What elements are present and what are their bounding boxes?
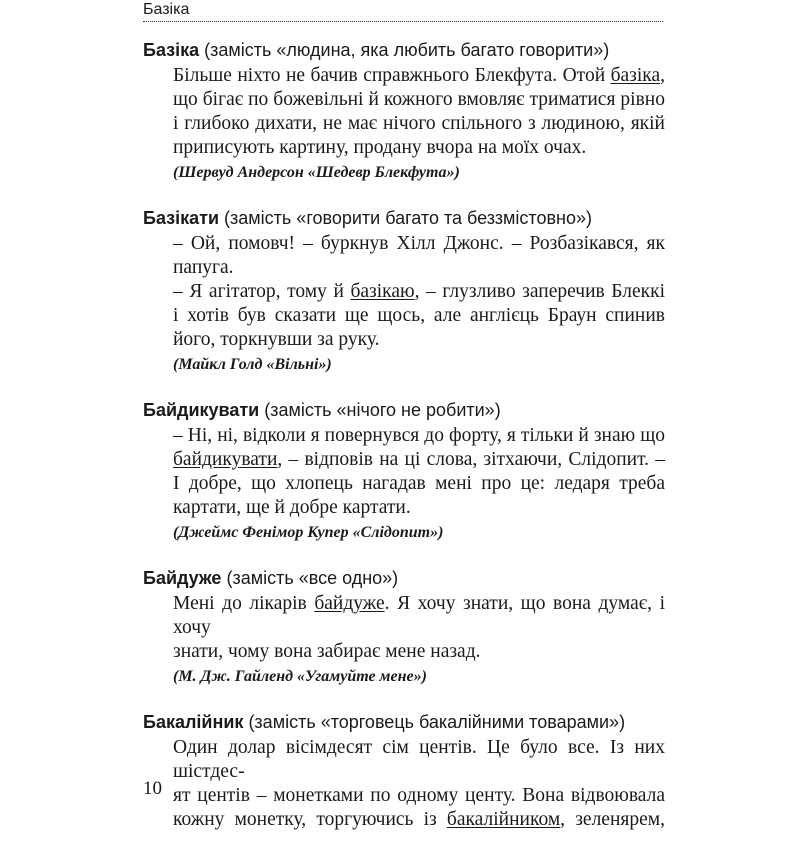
- quote-source: (Майкл Голд «Вільні»): [173, 356, 332, 373]
- line-text: ,: [660, 65, 665, 86]
- dictionary-entry: [143, 38, 665, 183]
- line-text: ят центів – монетками по одному центу. Вона відвоювала: [173, 785, 665, 806]
- highlighted-word: базіка: [610, 65, 661, 86]
- quote-line: [173, 64, 665, 88]
- line-text: . Я хочу знати, що вона думає, і хочу: [173, 593, 665, 638]
- quote-line: [173, 112, 665, 136]
- quote-source: (Джеймс Фенімор Купер «Слідопит»): [173, 524, 444, 541]
- header-dotted-rule: [143, 21, 663, 22]
- quote-line: [173, 304, 665, 328]
- entry-gloss: (замість «людина, яка любить багато говорити»): [204, 40, 610, 60]
- quote-line: [173, 640, 665, 664]
- dictionary-entry: [143, 710, 665, 832]
- line-text: , – відповів на ці слова, зітхаючи, Слідопит. –: [277, 449, 665, 470]
- quote-line: [173, 472, 665, 496]
- quote-text: [143, 424, 665, 520]
- quote-line: [173, 424, 665, 448]
- quote-line: [173, 808, 665, 832]
- dictionary-entry: [143, 398, 665, 543]
- quote-text: [143, 64, 665, 160]
- dictionary-entry: [143, 206, 665, 375]
- page-number: 10: [143, 778, 162, 799]
- line-text: і глибоко дихати, не має нічого спільного з людиною, якій: [173, 113, 665, 134]
- quote-line: [173, 496, 665, 520]
- highlighted-word: базікаю: [350, 281, 415, 302]
- highlighted-word: бакалійником: [446, 809, 561, 830]
- highlighted-word: байдуже: [314, 593, 385, 614]
- quote-line: [173, 592, 665, 640]
- line-text: , – глузливо заперечив Блеккі: [414, 281, 666, 302]
- line-text: – Ні, ні, відколи я повернувся до форту, я тільки й знаю що: [173, 425, 665, 446]
- running-head: Базіка: [143, 1, 190, 18]
- line-text: кожну монетку, торгуючись із: [173, 809, 447, 830]
- quote-text: [143, 232, 665, 352]
- entry-headline: [143, 206, 665, 230]
- line-text: його, торкнувши за руку.: [173, 329, 380, 350]
- line-text: і хотів був сказати ще щось, але англієць Браун спинив: [173, 305, 665, 326]
- quote-source: (М. Дж. Гайленд «Угамуйте мене»): [173, 668, 427, 685]
- entry-term: Байдуже: [143, 568, 222, 588]
- quote-line: [173, 448, 665, 472]
- entry-headline: [143, 566, 665, 590]
- highlighted-word: байдикувати: [173, 449, 278, 470]
- line-text: картати, ще й добре картати.: [173, 497, 411, 518]
- line-text: , зеленярем,: [560, 809, 665, 830]
- quote-line: [173, 88, 665, 112]
- line-text: що бігає по божевільні й кожного вмовляє триматися рівно: [173, 89, 665, 110]
- entry-term: Базіка: [143, 40, 200, 60]
- line-text: знати, чому вона забирає мене назад.: [173, 641, 481, 662]
- entry-gloss: (замість «торговець бакалійними товарами»): [248, 712, 626, 732]
- entry-gloss: (замість «говорити багато та беззмістовно»): [224, 208, 593, 228]
- quote-line: [173, 256, 665, 280]
- line-text: Мені до лікарів: [173, 593, 315, 614]
- entry-headline: [143, 38, 665, 62]
- quote-line: [173, 736, 665, 784]
- quote-line: [173, 280, 665, 304]
- entry-term: Байдикувати: [143, 400, 260, 420]
- line-text: приписують картину, продану вчора на моїх очах.: [173, 137, 587, 158]
- entry-gloss: (замість «нічого не робити»): [264, 400, 501, 420]
- quote-line: [173, 136, 665, 160]
- line-text: І добре, що хлопець нагадав мені про це: ледаря треба: [173, 473, 665, 494]
- entry-term: Базікати: [143, 208, 220, 228]
- quote-line: [173, 784, 665, 808]
- entry-gloss: (замість «все одно»): [226, 568, 399, 588]
- line-text: Більше ніхто не бачив справжнього Блекфута. Отой: [173, 65, 611, 86]
- quote-line: [173, 232, 665, 256]
- quote-source: (Шервуд Андерсон «Шедевр Блекфута»): [173, 164, 460, 181]
- entry-term: Бакалійник: [143, 712, 244, 732]
- quote-line: [173, 328, 665, 352]
- quote-text: [143, 736, 665, 832]
- dictionary-entry: [143, 566, 665, 687]
- entry-headline: [143, 710, 665, 734]
- entry-headline: [143, 398, 665, 422]
- line-text: папуга.: [173, 257, 234, 278]
- line-text: Один долар вісімдесят сім центів. Це було все. Із них шістдес-: [173, 737, 665, 782]
- dictionary-entries: [143, 38, 665, 855]
- quote-text: [143, 592, 665, 664]
- line-text: – Ой, помовч! – буркнув Хілл Джонс. – Розбазікався, як: [173, 233, 665, 254]
- line-text: – Я агітатор, тому й: [173, 281, 351, 302]
